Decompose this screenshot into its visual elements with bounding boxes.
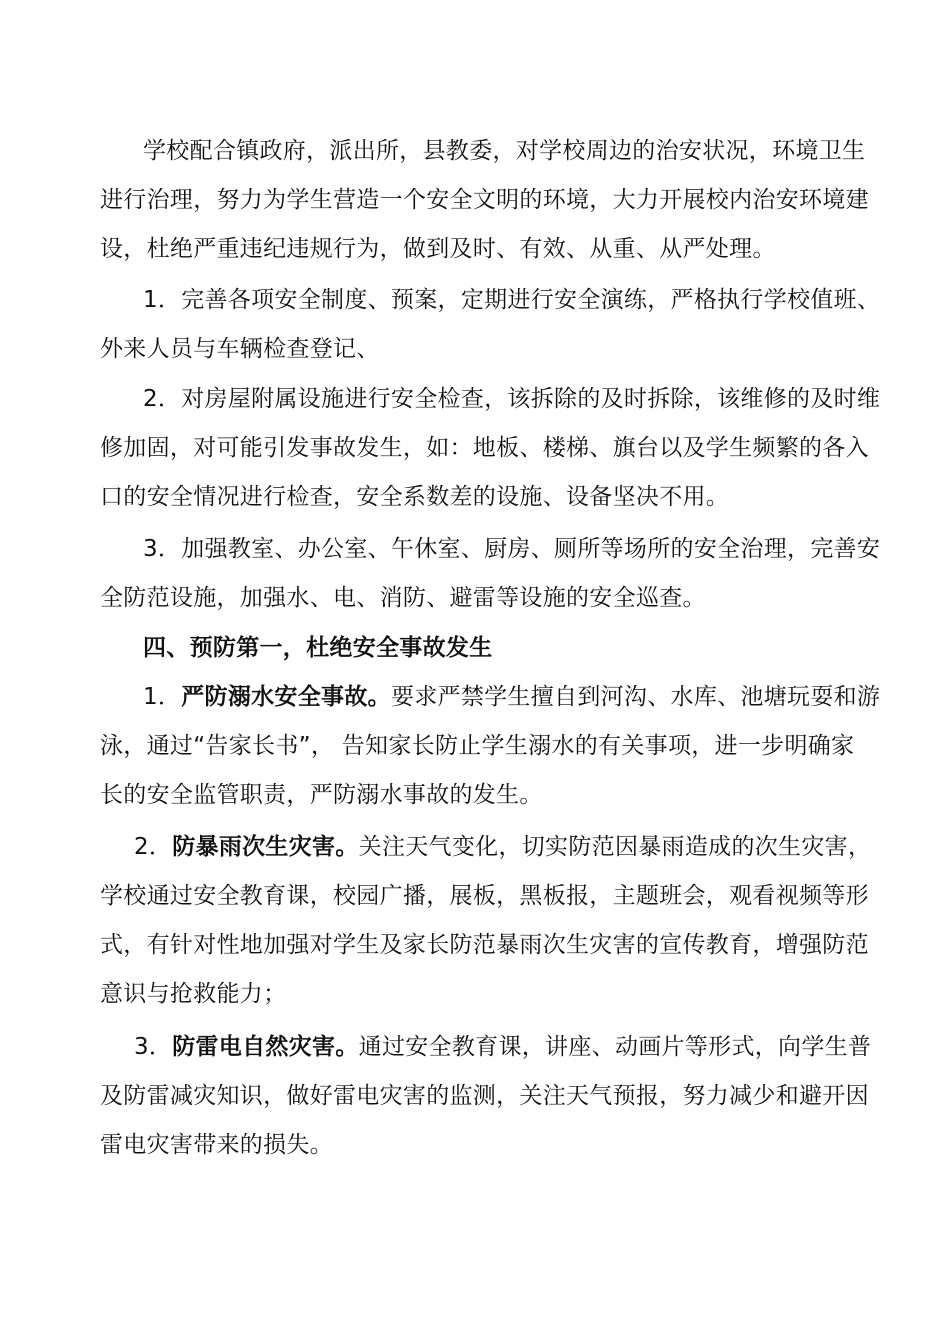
- para1-bold-title: 严防溺水安全事故。: [181, 684, 391, 710]
- para2-line-4: 意识与抢救能力；: [100, 981, 287, 1007]
- para2-text: 关注天气变化，切实防范因暴雨造成的次生灾害，: [358, 834, 872, 860]
- intro-line-3: 设，杜绝严重违纪违规行为，做到及时、有效、从重、从严处理。: [100, 236, 776, 262]
- para1-line-3: 长的安全监管职责，严防溺水事故的发生。: [100, 782, 543, 808]
- item3-line-1: 3．加强教室、办公室、午休室、厨房、厕所等场所的安全治理，完善安: [143, 536, 881, 562]
- item2-line-1: 2．对房屋附属设施进行安全检查，该拆除的及时拆除，该维修的及时维: [143, 386, 881, 412]
- item3-line-2: 全防范设施，加强水、电、消防、避雷等设施的安全巡查。: [100, 585, 706, 611]
- para3-bold-title: 防雷电自然灾害。: [172, 1034, 359, 1060]
- item2-line-2: 修加固，对可能引发事故发生，如：地板、楼梯、旗台以及学生频繁的各入: [100, 435, 869, 461]
- para3-text: 通过安全教育课，讲座、动画片等形式，向学生普: [358, 1034, 872, 1060]
- para2-bold-title: 防暴雨次生灾害。: [172, 834, 359, 860]
- item1-line-1: 1．完善各项安全制度、预案，定期进行安全演练，严格执行学校值班、: [143, 287, 881, 313]
- para3-line-3: 雷电灾害带来的损失。: [100, 1132, 333, 1158]
- para3-number: 3．: [134, 1034, 173, 1060]
- para3-line-1: [134, 1032, 871, 1062]
- item1-line-2: 外来人员与车辆检查登记、: [100, 336, 380, 362]
- intro-line-2: 进行治理，努力为学生营造一个安全文明的环境，大力开展校内治安环境建: [100, 187, 869, 213]
- para1-number: 1．: [143, 684, 182, 710]
- para1-line-2: 泳，通过“告家长书”， 告知家长防止学生溺水的有关事项，进一步明确家: [100, 733, 855, 759]
- para2-line-3: 式，有针对性地加强对学生及家长防范暴雨次生灾害的宣传教育，增强防范: [100, 932, 869, 958]
- para1-line-1: [143, 682, 880, 712]
- para2-line-1: [134, 832, 871, 862]
- section-heading: 四、预防第一，杜绝安全事故发生: [143, 635, 493, 661]
- para2-line-2: 学校通过安全教育课，校园广播，展板，黑板报，主题班会，观看视频等形: [100, 883, 869, 909]
- para3-line-2: 及防雷减灾知识，做好雷电灾害的监测，关注天气预报，努力减少和避开因: [100, 1083, 869, 1109]
- para2-number: 2．: [134, 834, 173, 860]
- para1-text: 要求严禁学生擅自到河沟、水库、池塘玩耍和游: [390, 684, 881, 710]
- item2-line-3: 口的安全情况进行检查，安全系数差的设施、设备坚决不用。: [100, 484, 730, 510]
- intro-line-1: 学校配合镇政府，派出所，县教委，对学校周边的治安状况，环境卫生: [143, 138, 866, 164]
